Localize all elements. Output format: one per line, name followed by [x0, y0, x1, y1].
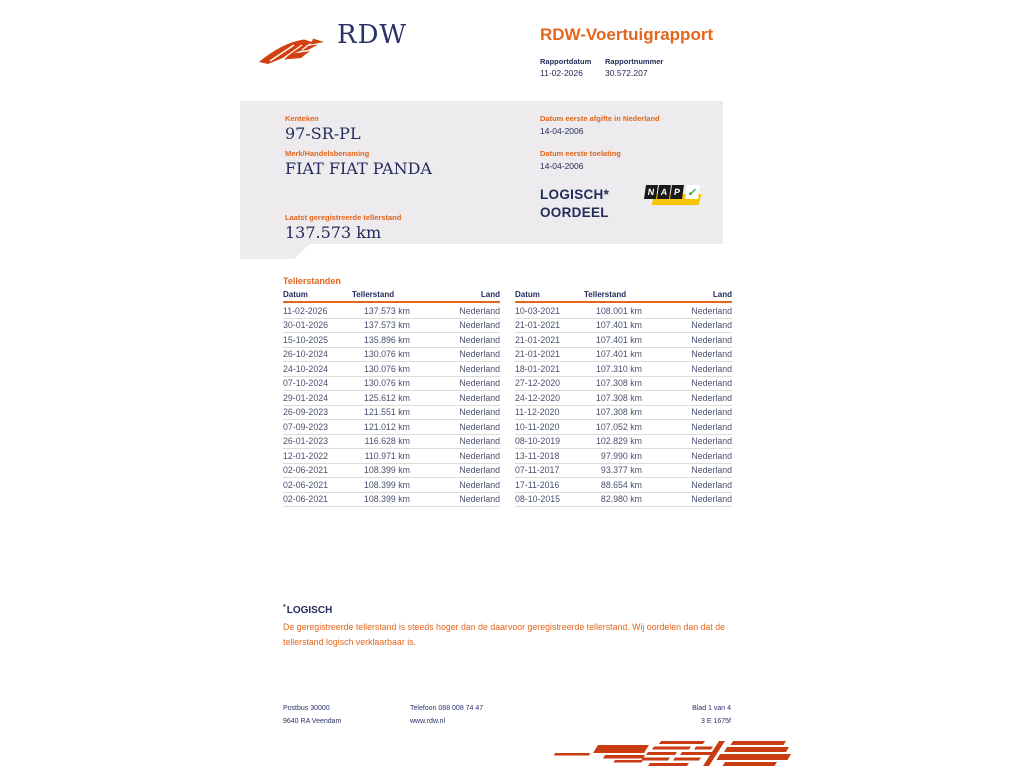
eerste-afgifte-value: 14-04-2006: [540, 126, 584, 136]
info-box-tail: [240, 244, 310, 259]
laatste-tellerstand-label: Laatst geregistreerde tellerstand: [285, 213, 402, 222]
table-header-row: [283, 290, 500, 303]
row-tellerstand: 93.377 km: [600, 465, 642, 476]
row-land: Nederland: [459, 305, 500, 316]
row-datum: 07-09-2023: [283, 421, 328, 432]
row-datum: 21-01-2021: [515, 320, 560, 331]
row-land: Nederland: [691, 334, 732, 345]
logisch-note-heading-text: LOGISCH: [286, 605, 333, 616]
row-tellerstand: 125.612 km: [364, 392, 410, 403]
row-land: Nederland: [459, 392, 500, 403]
table-row: [515, 333, 732, 348]
nap-letter-tile: A: [657, 185, 671, 199]
row-tellerstand: 108.001 km: [596, 305, 642, 316]
row-land: Nederland: [691, 479, 732, 490]
tellerstanden-heading: Tellerstanden: [283, 276, 341, 286]
table-row: [283, 449, 500, 464]
row-datum: 24-12-2020: [515, 392, 560, 403]
table-row: [515, 391, 732, 406]
footer-contact: [410, 702, 483, 728]
row-land: Nederland: [691, 363, 732, 374]
row-datum: 10-03-2021: [515, 305, 560, 316]
row-datum: 08-10-2019: [515, 436, 560, 447]
table-row: [515, 464, 732, 479]
row-land: Nederland: [459, 363, 500, 374]
row-tellerstand: 130.076 km: [364, 363, 410, 374]
row-datum: 17-11-2016: [515, 479, 560, 490]
row-tellerstand: 110.971 km: [364, 450, 410, 461]
rdw-bird-logo-icon: [258, 34, 338, 67]
footer-address: [283, 702, 341, 728]
row-land: Nederland: [691, 378, 732, 389]
row-land: Nederland: [691, 407, 732, 418]
row-datum: 02-06-2021: [283, 479, 328, 490]
row-land: Nederland: [459, 334, 500, 345]
merk-label: Merk/Handelsbenaming: [285, 149, 370, 158]
row-tellerstand: 107.308 km: [596, 378, 642, 389]
report-date-value: 11-02-2026: [540, 68, 583, 78]
row-land: Nederland: [459, 494, 500, 505]
row-land: Nederland: [691, 320, 732, 331]
kenteken-label: Kenteken: [285, 114, 319, 123]
row-datum: 30-01-2026: [283, 320, 328, 331]
table-row: [283, 406, 500, 421]
logisch-note-heading: [283, 604, 332, 616]
row-tellerstand: 107.308 km: [596, 407, 642, 418]
table-row: [515, 377, 732, 392]
rdw-logo-text: RDW: [337, 20, 408, 50]
tellerstanden-table-right: [515, 290, 732, 507]
rdw-stripes-graphic-icon: [553, 739, 793, 768]
laatste-tellerstand-value: 137.573 km: [285, 223, 382, 242]
table-row: [283, 493, 500, 508]
table-row: [283, 362, 500, 377]
col-header-datum: Datum: [515, 290, 540, 299]
table-row: [515, 304, 732, 319]
row-datum: 26-09-2023: [283, 407, 328, 418]
table-row: [515, 348, 732, 363]
report-number-label: Rapportnummer: [605, 57, 664, 66]
footer-phone: Telefoon 088 008 74 47: [410, 705, 484, 712]
row-tellerstand: 107.308 km: [596, 392, 642, 403]
row-tellerstand: 88.654 km: [600, 479, 642, 490]
footer-website: www.rdw.nl: [410, 718, 446, 725]
row-datum: 11-02-2026: [283, 305, 328, 316]
row-tellerstand: 108.399 km: [364, 465, 410, 476]
merk-value: FIAT FIAT PANDA: [285, 159, 432, 178]
row-datum: 10-11-2020: [515, 421, 560, 432]
row-tellerstand: 107.401 km: [596, 320, 642, 331]
kenteken-value: 97-SR-PL: [285, 124, 361, 143]
table-row: [515, 362, 732, 377]
table-body: [515, 304, 732, 507]
table-row: [283, 420, 500, 435]
row-datum: 11-12-2020: [515, 407, 560, 418]
row-tellerstand: 137.573 km: [364, 320, 410, 331]
oordeel-line2: OORDEEL: [540, 205, 609, 220]
table-row: [283, 435, 500, 450]
row-datum: 08-10-2015: [515, 494, 560, 505]
row-land: Nederland: [459, 320, 500, 331]
row-datum: 12-01-2022: [283, 450, 328, 461]
table-row: [515, 435, 732, 450]
row-tellerstand: 107.310 km: [596, 363, 642, 374]
table-row: [515, 478, 732, 493]
row-tellerstand: 97.990 km: [600, 450, 642, 461]
row-datum: 26-10-2024: [283, 349, 328, 360]
row-datum: 24-10-2024: [283, 363, 328, 374]
vehicle-info-box: [240, 101, 723, 244]
tellerstanden-tables: [283, 290, 733, 507]
row-tellerstand: 135.896 km: [364, 334, 410, 345]
row-land: Nederland: [691, 494, 732, 505]
asterisk: *: [283, 604, 286, 611]
row-datum: 07-10-2024: [283, 378, 328, 389]
row-land: Nederland: [459, 436, 500, 447]
eerste-toelating-label: Datum eerste toelating: [540, 149, 621, 158]
footer-address-line1: Postbus 30000: [283, 705, 330, 712]
table-row: [515, 420, 732, 435]
row-datum: 18-01-2021: [515, 363, 560, 374]
table-row: [283, 348, 500, 363]
row-land: Nederland: [691, 450, 732, 461]
row-datum: 27-12-2020: [515, 378, 560, 389]
row-land: Nederland: [691, 305, 732, 316]
row-tellerstand: 121.551 km: [364, 407, 410, 418]
oordeel-line1: LOGISCH*: [540, 187, 610, 202]
table-row: [515, 449, 732, 464]
table-row: [515, 493, 732, 508]
report-number-value: 30.572.207: [605, 68, 648, 78]
tellerstanden-table-left: [283, 290, 500, 507]
row-datum: 21-01-2021: [515, 349, 560, 360]
table-row: [283, 391, 500, 406]
row-land: Nederland: [459, 378, 500, 389]
row-tellerstand: 137.573 km: [364, 305, 410, 316]
row-datum: 13-11-2018: [515, 450, 560, 461]
table-row: [283, 304, 500, 319]
row-tellerstand: 107.401 km: [596, 349, 642, 360]
row-tellerstand: 107.052 km: [596, 421, 642, 432]
table-row: [283, 464, 500, 479]
footer-address-line2: 9640 RA Veendam: [283, 718, 342, 725]
row-land: Nederland: [691, 349, 732, 360]
table-row: [283, 478, 500, 493]
col-header-land: Land: [712, 290, 732, 299]
table-row: [283, 333, 500, 348]
row-datum: 26-01-2023: [283, 436, 328, 447]
row-land: Nederland: [459, 421, 500, 432]
eerste-afgifte-label: Datum eerste afgifte in Nederland: [540, 114, 660, 123]
row-land: Nederland: [691, 392, 732, 403]
logisch-note-text: De geregistreerde tellerstand is steeds hoger dan de daarvoor geregistreerde tellerstand. Wij oordelen dan dat de tellerstand logisch verklaarbaar is.: [283, 622, 726, 647]
col-header-tellerstand: Tellerstand: [352, 290, 395, 299]
row-datum: 07-11-2017: [515, 465, 560, 476]
row-tellerstand: 130.076 km: [364, 349, 410, 360]
footer-form-code: 3 E 1675f: [701, 718, 731, 725]
col-header-land: Land: [480, 290, 500, 299]
row-tellerstand: 130.076 km: [364, 378, 410, 389]
row-land: Nederland: [691, 421, 732, 432]
row-tellerstand: 102.829 km: [596, 436, 642, 447]
row-land: Nederland: [691, 436, 732, 447]
footer-page-number: Blad 1 van 4: [692, 705, 731, 712]
row-tellerstand: 108.399 km: [364, 494, 410, 505]
nap-logo: [645, 183, 701, 209]
row-land: Nederland: [691, 465, 732, 476]
row-land: Nederland: [459, 465, 500, 476]
row-tellerstand: 107.401 km: [596, 334, 642, 345]
row-datum: 21-01-2021: [515, 334, 560, 345]
page-title: RDW-Voertuigrapport: [540, 25, 714, 44]
eerste-toelating-value: 14-04-2006: [540, 161, 584, 171]
table-row: [283, 377, 500, 392]
col-header-tellerstand: Tellerstand: [584, 290, 627, 299]
report-date-label: Rapportdatum: [540, 57, 592, 66]
oordeel-text: [540, 186, 609, 222]
nap-check-icon: ✓: [685, 185, 700, 199]
row-datum: 02-06-2021: [283, 465, 328, 476]
row-tellerstand: 108.399 km: [364, 479, 410, 490]
row-datum: 29-01-2024: [283, 392, 328, 403]
row-land: Nederland: [459, 349, 500, 360]
row-datum: 02-06-2021: [283, 494, 328, 505]
nap-letter-tile: N: [644, 185, 658, 199]
nap-letter-tile: P: [670, 185, 684, 199]
row-tellerstand: 121.012 km: [364, 421, 410, 432]
row-tellerstand: 82.980 km: [600, 494, 642, 505]
table-body: [283, 304, 500, 507]
row-tellerstand: 116.628 km: [364, 436, 410, 447]
row-datum: 15-10-2025: [283, 334, 328, 345]
table-row: [515, 319, 732, 334]
row-land: Nederland: [459, 479, 500, 490]
nap-letter-tiles: [645, 185, 683, 199]
row-land: Nederland: [459, 407, 500, 418]
table-row: [283, 319, 500, 334]
table-header-row: [515, 290, 732, 303]
footer-page-info: [600, 702, 731, 728]
row-land: Nederland: [459, 450, 500, 461]
col-header-datum: Datum: [283, 290, 308, 299]
table-row: [515, 406, 732, 421]
